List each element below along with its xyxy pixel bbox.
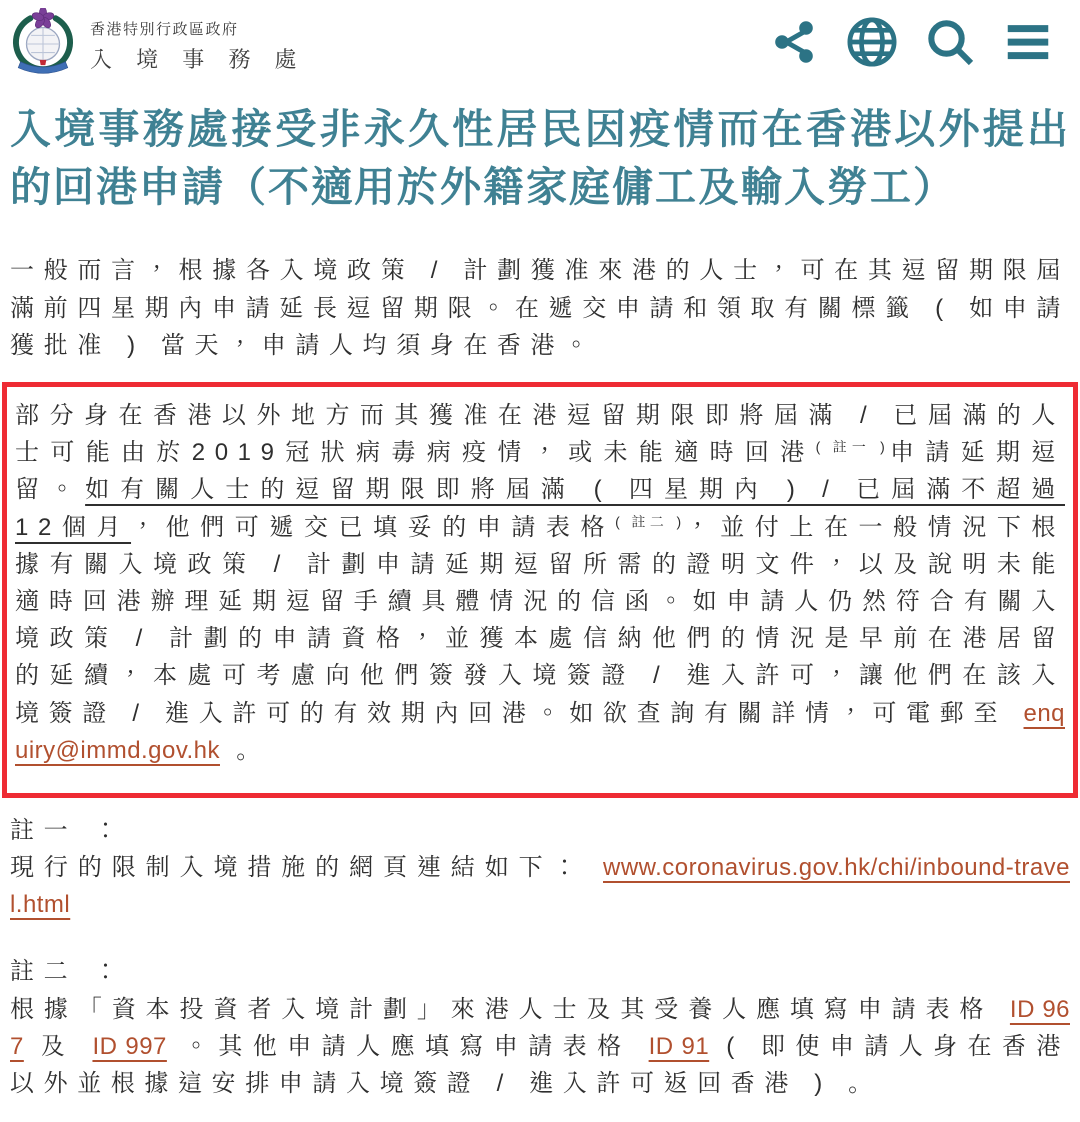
text-link[interactable]: ID 967 — [10, 995, 1070, 1060]
text-segment: ( 即使申請人身在香港以外並根據這安排申請入境簽證 / 進入許可返回香港 ) 。 — [10, 1032, 1070, 1097]
text-segment: ，並付上在一般情況下根據有關入境政策 / 計劃申請延期逗留所需的證明文件，以及說明未能適時回港辦理延期逗留手續具體情況的信函。如申請人仍然符合有關入境政策 / 計劃的申請資格，並獲本處信納他們的情況是早前在港居留的延續，本處可考慮向他們簽發入境簽證 / 進入許可，讓他們在該入境簽證 / 進入許可的有效期內回港。如欲查詢有關詳情，可電郵至 — [15, 513, 1065, 727]
footnote-2-label: 註二 ： — [10, 958, 128, 986]
text-segment: ，他們可遞交已填妥的申請表格 — [131, 513, 616, 541]
search-button[interactable] — [922, 14, 978, 70]
text-segment: 根據「資本投資者入境計劃」來港人士及其受養人應填寫申請表格 — [10, 995, 1010, 1023]
immigration-dept-logo-icon — [10, 8, 76, 76]
text-segment: 如有關人士的逗留期限即將屆滿 ( 四星期內 ) / 已屆滿不超過12個月 — [15, 476, 1065, 541]
footnote-2 — [10, 953, 1070, 1102]
footnote-1 — [10, 812, 1070, 924]
share-button[interactable] — [766, 14, 822, 70]
footnote-1-text — [10, 849, 1070, 923]
share-icon — [770, 18, 818, 66]
text-link[interactable]: ID 91 — [648, 1032, 710, 1060]
menu-button[interactable] — [1000, 14, 1056, 70]
text-segment: 及 — [23, 1032, 93, 1060]
text-segment: 。其他申請人應填寫申請表格 — [166, 1032, 649, 1060]
menu-icon — [1001, 15, 1055, 69]
text-segment: ( 註一 ) — [815, 438, 889, 455]
govt-name-text: 香港特別行政區政府 — [90, 21, 239, 38]
notice-paragraph — [15, 397, 1065, 769]
text-segment: 部分身在香港以外地方而其獲准在港逗留期限即將屆滿 / 已屆滿的人士可能由於2019冠狀病毒病疫情，或未能適時回港 — [15, 402, 1065, 467]
language-button[interactable] — [844, 14, 900, 70]
text-segment: ( 註二 ) — [615, 512, 685, 529]
intro-paragraph: 一般而言，根據各入境政策 / 計劃獲准來港的人士，可在其逗留期限屆滿前四星期內申請延長逗留期限。在遞交申請和領取有關標籤 ( 如申請獲批准 ) 當天，申請人均須身在香港。 — [10, 257, 1070, 359]
brand[interactable] — [10, 8, 305, 76]
text-segment: 。 — [219, 736, 270, 764]
page-title: 入境事務處接受非永久性居民因疫情而在香港以外提出的回港申請（不適用於外籍家庭傭工及輸入勞工） — [10, 106, 1070, 211]
footnote-2-text — [10, 991, 1070, 1103]
globe-icon — [844, 14, 900, 70]
text-link[interactable]: ID 997 — [92, 1032, 167, 1060]
text-link[interactable]: enquiry@immd.gov.hk — [15, 699, 1065, 764]
search-icon — [922, 14, 978, 70]
text-segment: 申請延期逗留。 — [15, 439, 1066, 504]
dept-name-text: 入 境 事 務 處 — [90, 47, 306, 72]
dept-name — [90, 18, 305, 74]
text-segment: 現行的限制入境措施的網頁連結如下： — [10, 854, 604, 882]
highlighted-notice-box — [2, 382, 1078, 798]
header-actions — [766, 14, 1056, 70]
text-link[interactable]: www.coronavirus.gov.hk/chi/inbound-travel.html — [10, 854, 1070, 919]
footnote-1-label: 註一 ： — [10, 816, 128, 844]
site-header — [10, 0, 1070, 84]
